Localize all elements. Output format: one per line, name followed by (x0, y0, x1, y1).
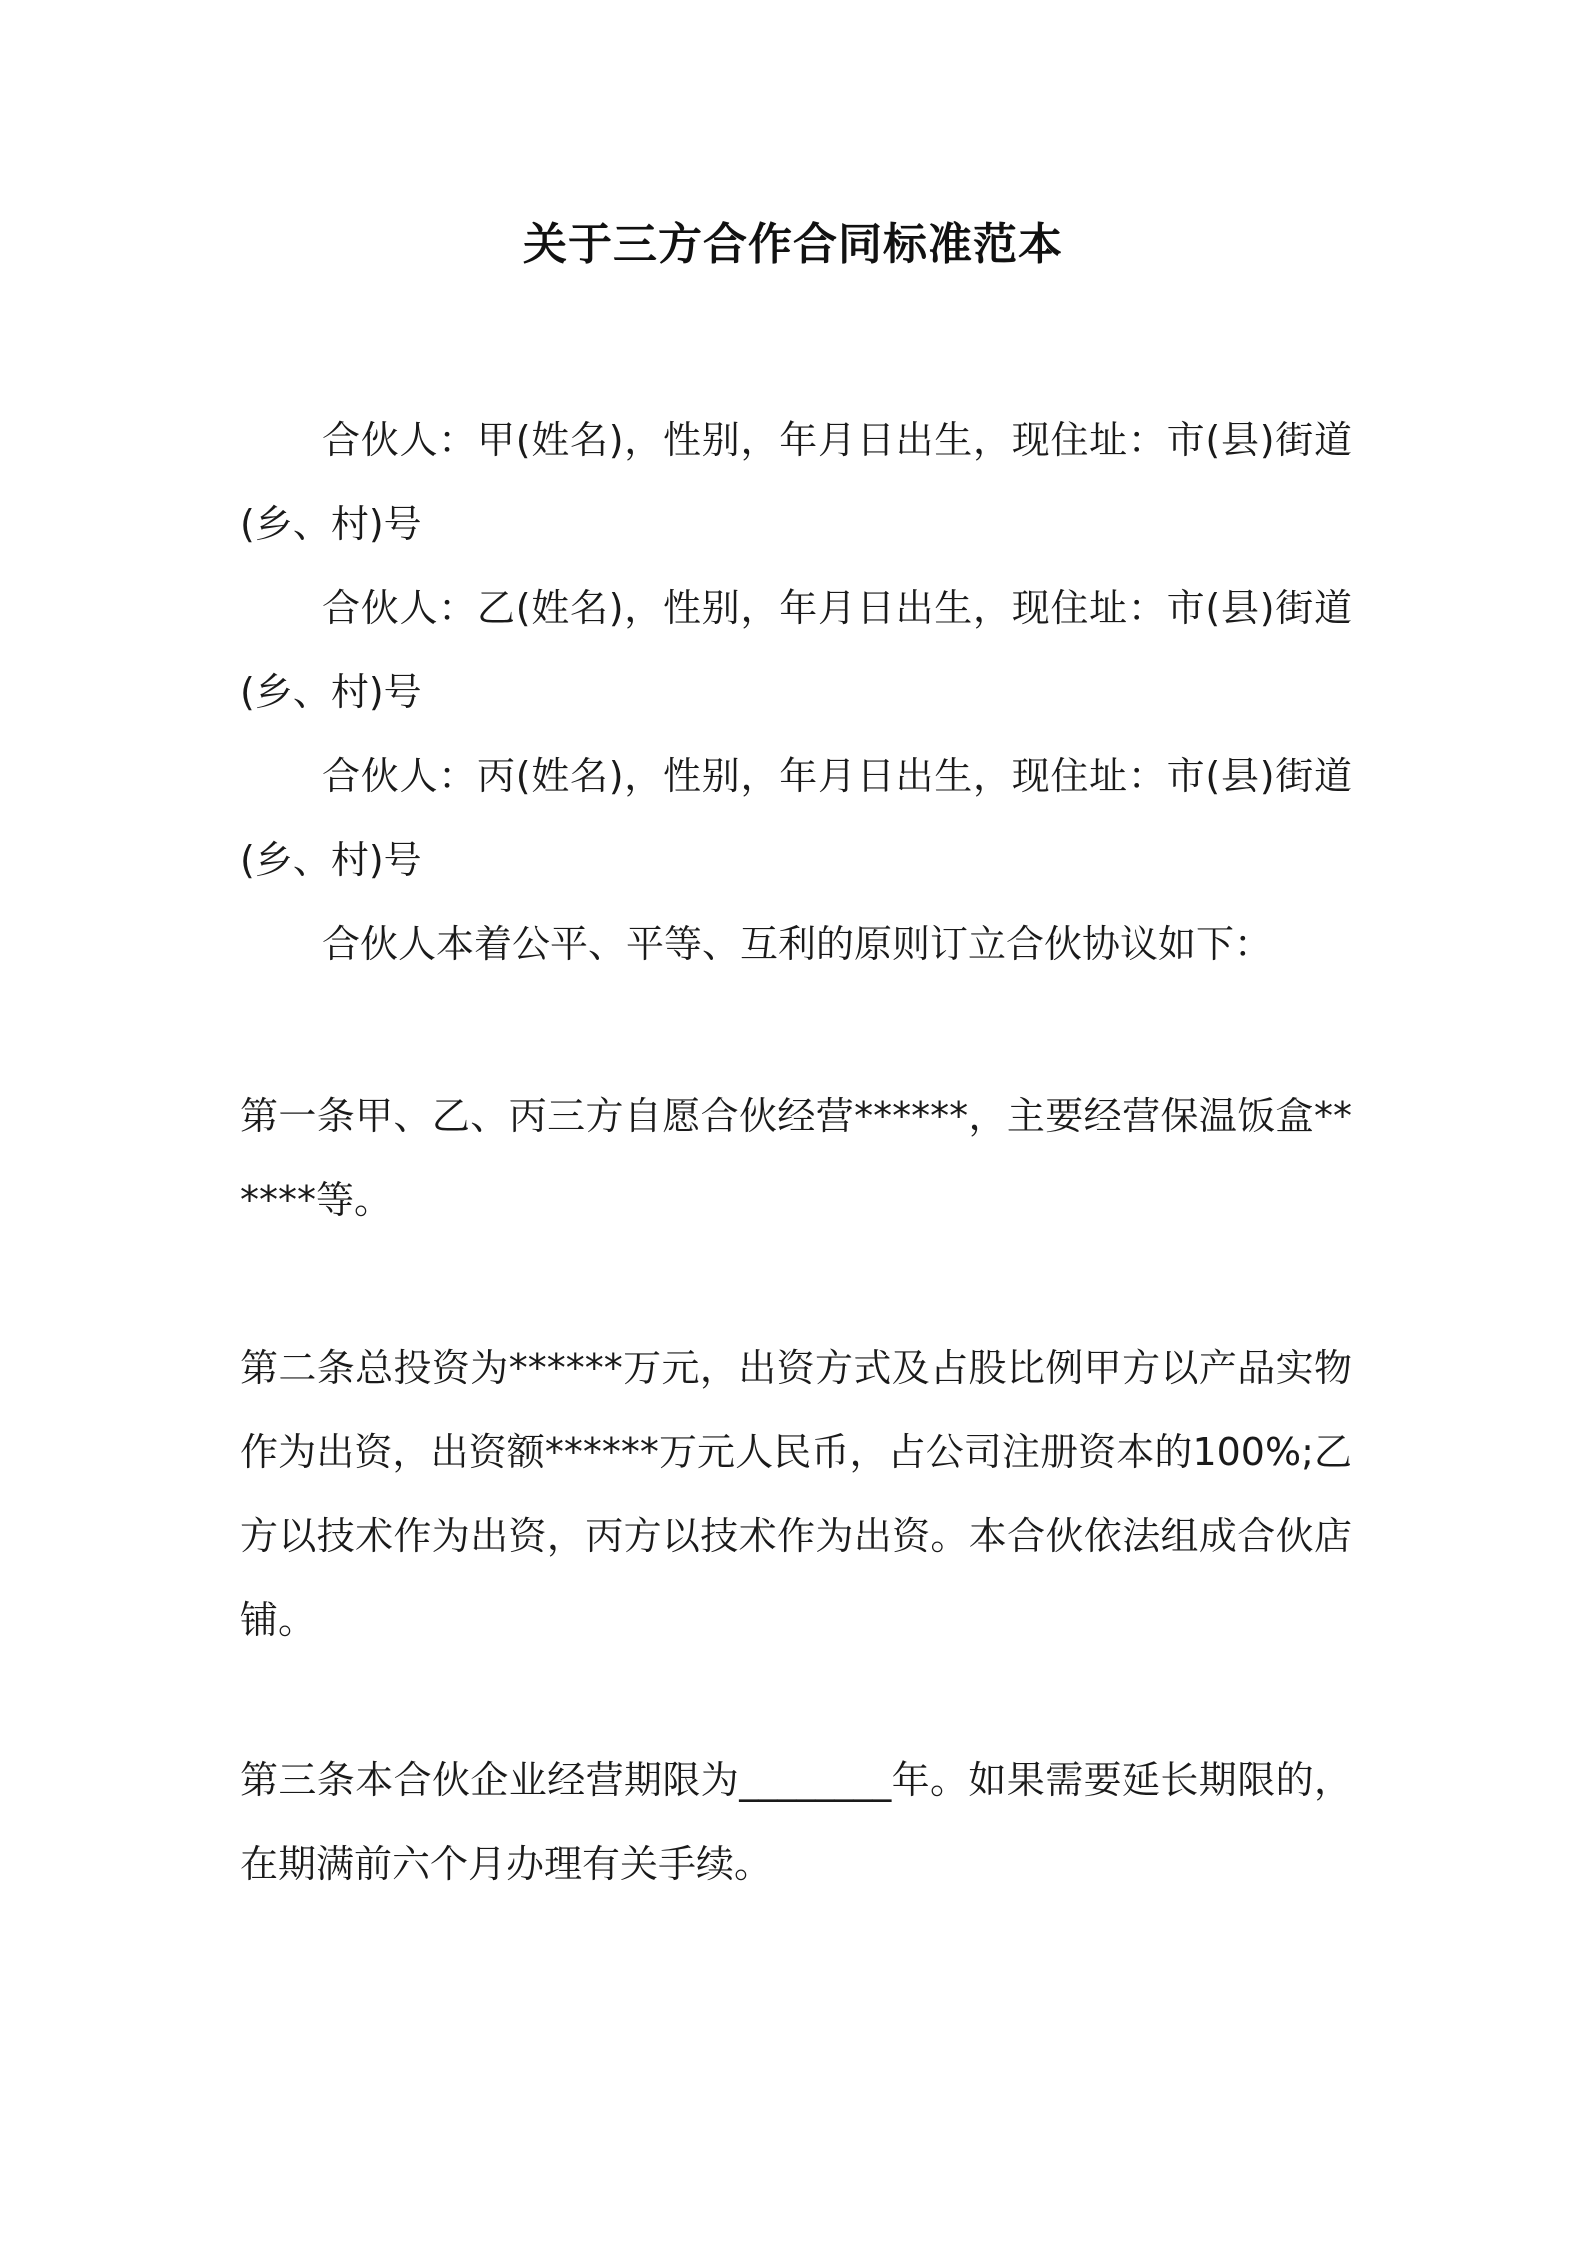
article-3 (240, 1738, 1352, 1906)
article-1 (240, 1074, 1352, 1242)
partner-yi: 合伙人：乙(姓名)，性别，年月日出生，现住址：市(县)街道(乡、村)号 (240, 586, 1352, 714)
article-1-text: 第一条甲、乙、丙三方自愿合伙经营******，主要经营保温饭盒******等。 (240, 1094, 1352, 1222)
partners-section (240, 398, 1352, 986)
article-3-text: 第三条本合伙企业经营期限为________年。如果需要延长期限的，在期满前六个月办理有关手续。 (240, 1758, 1352, 1886)
article-2-text: 第二条总投资为******万元，出资方式及占股比例甲方以产品实物作为出资，出资额******万元人民币，占公司注册资本的100%;乙方以技术作为出资，丙方以技术作为出资。本合伙依法组成合伙店铺。 (240, 1346, 1352, 1642)
preamble: 合伙人本着公平、平等、互利的原则订立合伙协议如下： (322, 922, 1273, 966)
document-title: 关于三方合作合同标准范本 (523, 219, 1063, 270)
article-2 (240, 1326, 1352, 1662)
partner-bing: 合伙人：丙(姓名)，性别，年月日出生，现住址：市(县)街道(乡、村)号 (240, 754, 1352, 882)
partner-jia: 合伙人：甲(姓名)，性别，年月日出生，现住址：市(县)街道(乡、村)号 (240, 418, 1352, 546)
